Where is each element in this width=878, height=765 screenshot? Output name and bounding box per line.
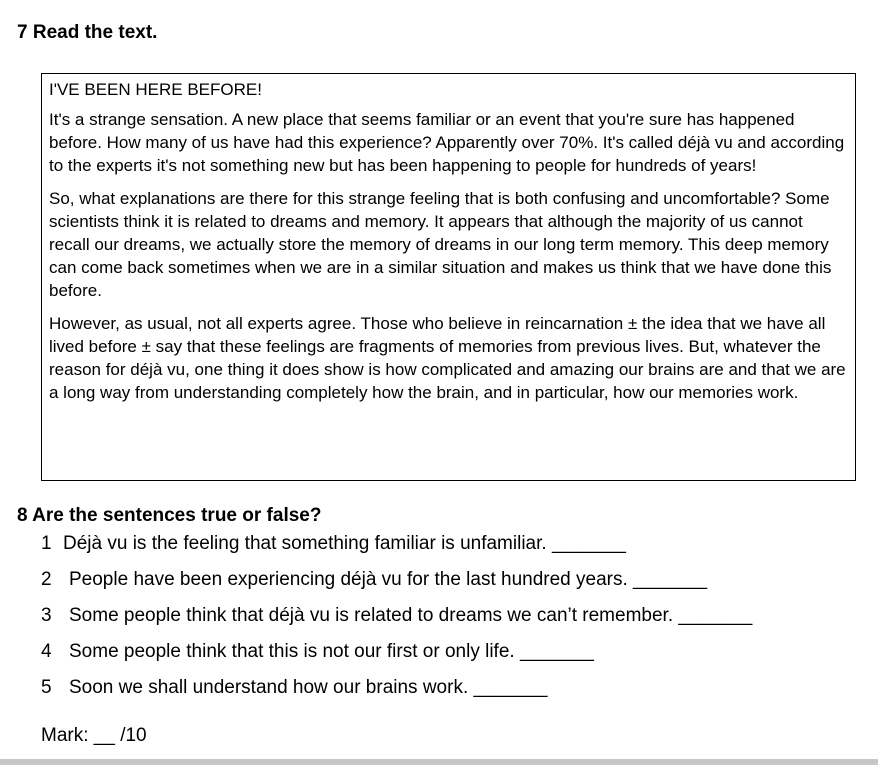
article-paragraph-3: However, as usual, not all experts agree. Those who believe in reincarnation ± the idea that we have all lived before ± say that these feelings are fragments of memories from previous lives. But, whatever the reason for déjà vu, one thing it does show is how complicated and amazing our brains are and that we are a long way from understanding completely how the brain, and in particular, how our memories work. [49,314,846,402]
question-3 [41,605,752,627]
question-number: 5 [41,677,52,698]
article-paragraph-1: It's a strange sensation. A new place that seems familiar or an event that you're sure has happened before. How many of us have had this experience? Apparently over 70%. It's called déjà vu and according to the experts it's not something new but has been happening to people for hundreds of years! [49,110,845,175]
question-5 [41,677,547,699]
question-text: Some people think that déjà vu is related to dreams we can’t remember. _______ [69,605,753,626]
question-text: People have been experiencing déjà vu for the last hundred years. _______ [69,569,708,590]
reading-text-box [41,73,856,481]
section-8-heading: 8 Are the sentences true or false? [17,505,322,526]
question-text: Déjà vu is the feeling that something familiar is unfamiliar. _______ [63,533,626,554]
question-2 [41,569,707,591]
question-1 [41,533,626,555]
question-text: Soon we shall understand how our brains work. _______ [69,677,548,698]
page-bottom-divider [0,759,878,765]
question-number: 4 [41,641,52,662]
question-4 [41,641,594,663]
question-text: Some people think that this is not our first or only life. _______ [69,641,594,662]
article-paragraph-2: So, what explanations are there for this strange feeling that is both confusing and uncomfortable? Some scientists think it is related to dreams and memory. It appears that although the majority of us cannot recall our dreams, we actually store the memory of dreams in our long term memory. This deep memory can come back sometimes when we are in a similar situation and makes us think that we have done this before. [49,189,832,300]
article-title: I'VE BEEN HERE BEFORE! [49,80,262,99]
section-7-heading: 7 Read the text. [17,22,158,43]
mark-label: Mark: __ /10 [41,725,147,746]
question-number: 3 [41,605,52,626]
question-number: 1 [41,533,52,554]
question-number: 2 [41,569,52,590]
